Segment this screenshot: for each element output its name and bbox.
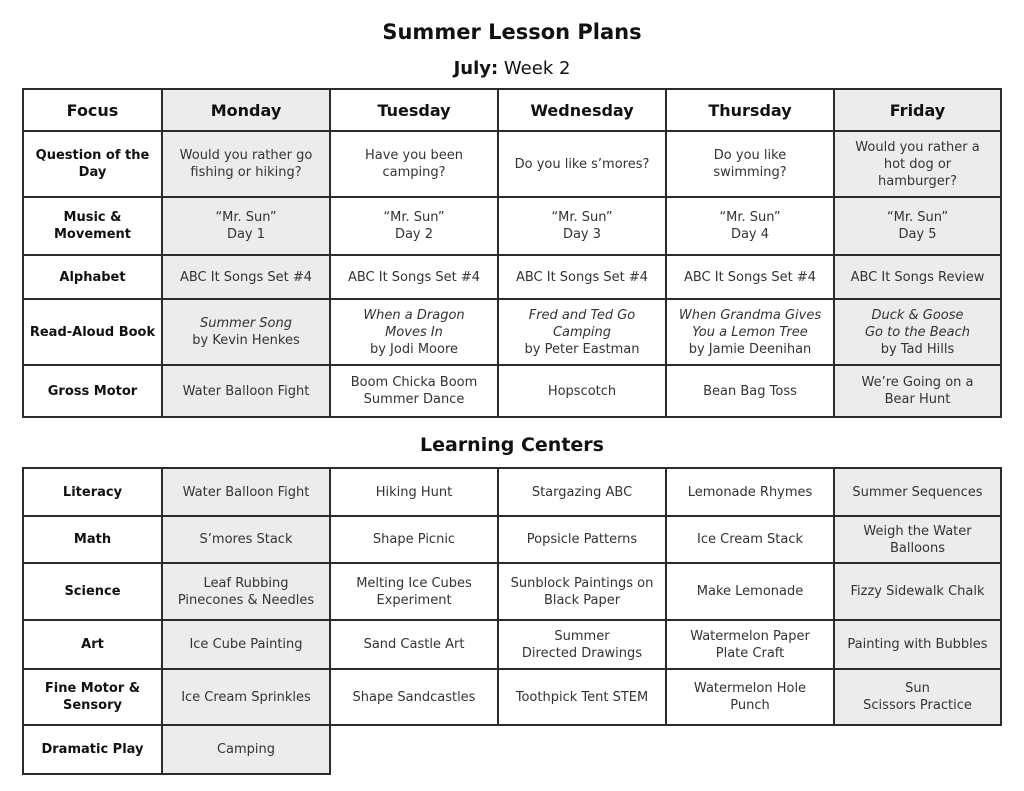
table-cell bbox=[834, 563, 1001, 620]
cell-line: “Mr. Sun” bbox=[383, 210, 445, 225]
table-row bbox=[23, 255, 1001, 299]
cell-line: ABC It Songs Set #4 bbox=[683, 269, 817, 285]
table-cell bbox=[498, 197, 666, 255]
table-cell bbox=[498, 620, 666, 669]
book-title: Fred and Ted Go bbox=[528, 307, 636, 323]
cell-line: “Mr. Sun” bbox=[215, 210, 277, 225]
cell-line: Directed Drawings bbox=[521, 645, 643, 661]
table-cell bbox=[666, 563, 834, 620]
table-cell bbox=[666, 365, 834, 417]
cell-line: We’re Going on a bbox=[861, 375, 974, 390]
table-cell bbox=[834, 197, 1001, 255]
table-cell bbox=[498, 669, 666, 725]
learning-centers-title: Learning Centers bbox=[420, 434, 604, 456]
table-cell bbox=[834, 468, 1001, 516]
table-cell bbox=[162, 725, 330, 774]
book-author: by Jodi Moore bbox=[369, 341, 459, 357]
table-cell bbox=[330, 516, 498, 563]
row-label: Science bbox=[23, 563, 162, 620]
cell-line: Would you rather go bbox=[179, 148, 313, 163]
cell-line: Day 1 bbox=[226, 227, 266, 242]
cell-line: Have you been bbox=[364, 148, 464, 163]
cell-line: camping? bbox=[382, 165, 446, 180]
cell-line: Sand Castle Art bbox=[363, 637, 465, 652]
row-label: Dramatic Play bbox=[23, 725, 162, 774]
table-row bbox=[23, 516, 1001, 563]
table-cell bbox=[162, 299, 330, 365]
table-cell bbox=[162, 255, 330, 299]
row-label: Fine Motor & Sensory bbox=[23, 669, 162, 725]
cell-line: Ice Cream Sprinkles bbox=[181, 689, 311, 705]
table-cell bbox=[162, 669, 330, 725]
cell-line: S’mores Stack bbox=[199, 532, 293, 547]
table-cell bbox=[330, 468, 498, 516]
table-cell bbox=[162, 563, 330, 620]
book-title: When a Dragon bbox=[363, 307, 465, 323]
column-header: Wednesday bbox=[498, 89, 666, 131]
cell-line: “Mr. Sun” bbox=[551, 210, 613, 225]
book-author: by Kevin Henkes bbox=[192, 333, 300, 348]
column-header: Focus bbox=[23, 89, 162, 131]
table-cell bbox=[834, 516, 1001, 563]
table-cell bbox=[666, 255, 834, 299]
table-cell bbox=[330, 197, 498, 255]
column-header: Thursday bbox=[666, 89, 834, 131]
table-cell bbox=[330, 620, 498, 669]
cell-line: Do you like s’mores? bbox=[514, 156, 650, 172]
book-title: Duck & Goose bbox=[871, 307, 964, 323]
table-row bbox=[23, 299, 1001, 365]
cell-line: Watermelon Paper bbox=[690, 628, 810, 644]
book-title: Summer Song bbox=[200, 316, 292, 331]
cell-line: Water Balloon Fight bbox=[182, 484, 310, 500]
book-author: by Tad Hills bbox=[880, 341, 955, 357]
table-cell bbox=[834, 669, 1001, 725]
table-cell bbox=[498, 563, 666, 620]
table-cell bbox=[834, 620, 1001, 669]
cell-line: Ice Cream Stack bbox=[697, 532, 803, 547]
cell-line: Do you like bbox=[713, 148, 787, 163]
table-row bbox=[23, 468, 1001, 516]
row-label: Gross Motor bbox=[23, 365, 162, 417]
table-cell bbox=[498, 255, 666, 299]
empty-cell bbox=[330, 725, 498, 774]
column-header: Tuesday bbox=[330, 89, 498, 131]
page-subtitle bbox=[0, 58, 1024, 79]
learning-centers-table bbox=[22, 467, 1002, 775]
table-cell bbox=[162, 516, 330, 563]
book-title: Go to the Beach bbox=[864, 324, 971, 340]
cell-line: Balloons bbox=[889, 540, 946, 556]
cell-line: Punch bbox=[730, 698, 770, 713]
cell-line: Popsicle Patterns bbox=[526, 532, 638, 547]
table-cell bbox=[666, 197, 834, 255]
table-row bbox=[23, 197, 1001, 255]
table-cell bbox=[666, 516, 834, 563]
cell-line: Day 2 bbox=[394, 227, 434, 242]
table-cell bbox=[666, 299, 834, 365]
book-title: Moves In bbox=[385, 324, 443, 340]
cell-line: Leaf Rubbing bbox=[203, 575, 289, 591]
cell-line: Hiking Hunt bbox=[375, 484, 453, 500]
month-label: July: bbox=[453, 58, 499, 79]
cell-line: Summer bbox=[554, 628, 610, 644]
book-author: by Jamie Deenihan bbox=[688, 341, 812, 357]
table-row bbox=[23, 563, 1001, 620]
cell-line: “Mr. Sun” bbox=[719, 210, 781, 225]
row-label: Art bbox=[23, 620, 162, 669]
cell-line: fishing or hiking? bbox=[190, 165, 302, 180]
cell-line: “Mr. Sun” bbox=[886, 210, 949, 225]
cell-line: Experiment bbox=[376, 592, 452, 608]
cell-line: Hopscotch bbox=[547, 383, 617, 399]
table-cell bbox=[330, 255, 498, 299]
book-title: Camping bbox=[552, 324, 612, 340]
row-label: Question of the Day bbox=[23, 131, 162, 197]
cell-line: Shape Sandcastles bbox=[352, 689, 476, 705]
column-header: Friday bbox=[834, 89, 1001, 131]
page-title: Summer Lesson Plans bbox=[382, 20, 642, 44]
row-label: Math bbox=[23, 516, 162, 563]
cell-line: hot dog or bbox=[883, 156, 952, 172]
cell-line: Black Paper bbox=[543, 592, 621, 608]
cell-line: Watermelon Hole bbox=[693, 681, 807, 696]
book-title: You a Lemon Tree bbox=[692, 324, 808, 340]
cell-line: Plate Craft bbox=[715, 645, 785, 661]
cell-line: Sunblock Paintings on bbox=[510, 575, 654, 591]
weekly-header-row bbox=[23, 89, 1001, 131]
cell-line: Would you rather a bbox=[855, 139, 980, 155]
table-cell bbox=[330, 669, 498, 725]
table-cell bbox=[162, 197, 330, 255]
book-title: When Grandma Gives bbox=[678, 307, 822, 323]
cell-line: Stargazing ABC bbox=[531, 484, 633, 500]
table-cell bbox=[666, 468, 834, 516]
column-header: Monday bbox=[162, 89, 330, 131]
cell-line: Boom Chicka Boom bbox=[350, 375, 478, 390]
cell-line: swimming? bbox=[713, 165, 787, 180]
cell-line: Ice Cube Painting bbox=[189, 637, 303, 652]
table-cell bbox=[330, 365, 498, 417]
table-cell bbox=[162, 131, 330, 197]
cell-line: ABC It Songs Review bbox=[850, 269, 985, 285]
row-label: Alphabet bbox=[23, 255, 162, 299]
cell-line: Fizzy Sidewalk Chalk bbox=[850, 584, 985, 599]
cell-line: Summer Sequences bbox=[852, 484, 983, 500]
cell-line: ABC It Songs Set #4 bbox=[515, 269, 649, 285]
cell-line: Lemonade Rhymes bbox=[687, 484, 813, 500]
cell-line: hamburger? bbox=[878, 173, 957, 189]
cell-line: Make Lemonade bbox=[696, 584, 804, 599]
table-row bbox=[23, 620, 1001, 669]
table-cell bbox=[834, 131, 1001, 197]
row-label: Music & Movement bbox=[23, 197, 162, 255]
cell-line: Bean Bag Toss bbox=[703, 383, 797, 399]
table-cell bbox=[498, 468, 666, 516]
table-cell bbox=[666, 669, 834, 725]
book-author: by Peter Eastman bbox=[524, 341, 640, 357]
table-cell bbox=[162, 620, 330, 669]
table-cell bbox=[498, 365, 666, 417]
weekly-plan-table bbox=[22, 88, 1002, 418]
cell-line: Day 5 bbox=[898, 227, 937, 242]
cell-line: Bear Hunt bbox=[884, 392, 951, 407]
table-cell bbox=[666, 131, 834, 197]
table-cell bbox=[162, 468, 330, 516]
cell-line: Melting Ice Cubes bbox=[356, 575, 472, 591]
cell-line: Painting with Bubbles bbox=[847, 637, 988, 652]
cell-line: Shape Picnic bbox=[372, 532, 456, 547]
table-cell bbox=[834, 299, 1001, 365]
table-cell bbox=[330, 299, 498, 365]
cell-line: Toothpick Tent STEM bbox=[515, 689, 649, 705]
week-label: Week 2 bbox=[503, 58, 571, 79]
cell-line: ABC It Songs Set #4 bbox=[179, 269, 313, 285]
table-row bbox=[23, 365, 1001, 417]
table-cell bbox=[330, 563, 498, 620]
cell-line: Weigh the Water bbox=[863, 523, 972, 539]
cell-line: Day 4 bbox=[730, 227, 770, 242]
table-cell bbox=[666, 620, 834, 669]
table-cell bbox=[330, 131, 498, 197]
cell-line: Camping bbox=[216, 742, 276, 757]
table-row bbox=[23, 725, 1001, 774]
empty-cell bbox=[498, 725, 666, 774]
table-row bbox=[23, 669, 1001, 725]
cell-line: Sun bbox=[905, 681, 930, 696]
cell-line: Water Balloon Fight bbox=[182, 383, 310, 399]
table-row bbox=[23, 131, 1001, 197]
cell-line: Day 3 bbox=[562, 227, 602, 242]
cell-line: Summer Dance bbox=[363, 392, 465, 407]
table-cell bbox=[162, 365, 330, 417]
cell-line: Pinecones & Needles bbox=[177, 592, 315, 608]
table-cell bbox=[834, 255, 1001, 299]
table-cell bbox=[498, 131, 666, 197]
cell-line: Scissors Practice bbox=[863, 698, 972, 713]
cell-line: ABC It Songs Set #4 bbox=[347, 269, 481, 285]
empty-cell bbox=[666, 725, 834, 774]
row-label: Read-Aloud Book bbox=[23, 299, 162, 365]
row-label: Literacy bbox=[23, 468, 162, 516]
table-cell bbox=[498, 299, 666, 365]
table-cell bbox=[834, 365, 1001, 417]
table-cell bbox=[498, 516, 666, 563]
empty-cell bbox=[834, 725, 1001, 774]
